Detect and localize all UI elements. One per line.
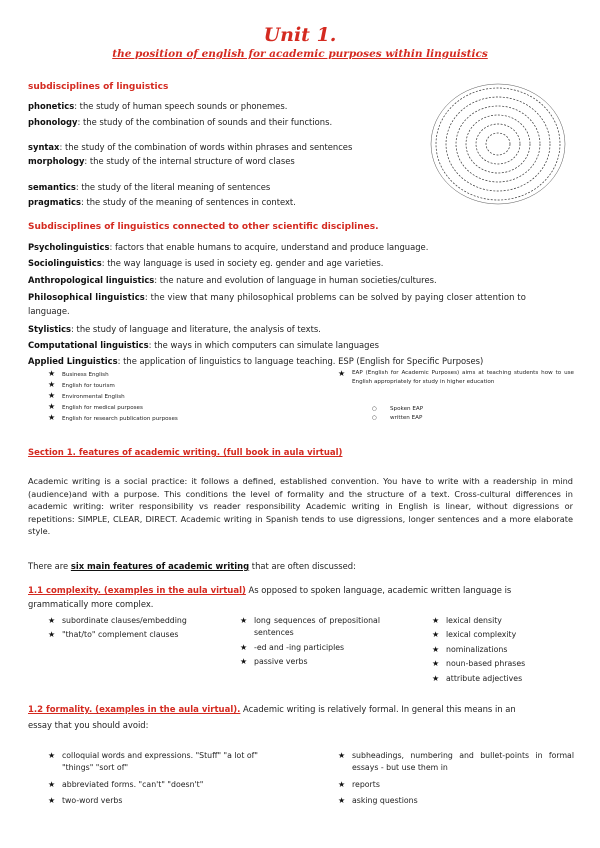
page-subtitle: the position of english for academic purposes within linguistics <box>112 48 488 60</box>
formality-heading: 1.2 formality. (examples in the aula virtual). <box>28 705 241 715</box>
six-features-line: There are six main features of academic writing that are often discussed: <box>28 561 356 571</box>
star-icon: ★ <box>48 630 56 640</box>
list-item: ★ two-word verbs <box>48 795 278 807</box>
list-item: ★ Environmental English <box>48 391 125 400</box>
star-icon: ★ <box>338 796 346 806</box>
star-icon: ★ <box>48 380 56 389</box>
eap-text: EAP (English for Academic Purposes) aims at teaching students how to use English appropriately for study in higher education <box>352 370 574 385</box>
star-icon: ★ <box>240 657 248 667</box>
section1-paragraph: Academic writing is a social practice: it follows a defined, established convention. You have to write with a readership in mind (audience)and with a purpose. This conditions the level of formality and the structure of a text. Cross-cultural differences in academic writing: writer responsibility vs reader responsibility Academic writing in English is linear, without digressions or repetitions: SIMPLE, CLEAR, DIRECT. Academic writing in Spanish tends to use digressions, longer sentences and a more elaborate style. <box>28 476 573 537</box>
definition-line: Psycholinguistics: factors that enable humans to acquire, understand and produce language. <box>28 242 429 252</box>
list-item: ○ written EAP <box>372 415 423 421</box>
list-item: ★ subordinate clauses/embedding <box>48 615 198 627</box>
eap-item <box>338 369 574 387</box>
star-icon: ★ <box>48 413 56 422</box>
definition-line: pragmatics: the study of the meaning of sentences in context. <box>28 197 296 207</box>
list-item: ★ long sequences of prepositional sentences <box>240 615 380 640</box>
star-icon: ★ <box>432 659 440 669</box>
list-item: ★ English for tourism <box>48 380 115 389</box>
list-item: ★ noun-based phrases <box>432 658 572 670</box>
star-icon: ★ <box>240 616 248 625</box>
formality-left-list <box>48 750 278 808</box>
star-icon: ★ <box>432 673 440 683</box>
list-item: ★ nominalizations <box>432 644 572 656</box>
formality-line: 1.2 formality. (examples in the aula virtual). Academic writing is relatively formal. In general this means in an <box>28 704 516 715</box>
list-item: ★ reports <box>338 779 574 791</box>
definition-line: language. <box>28 306 70 316</box>
section1-heading: Section 1. features of academic writing. (full book in aula virtual) <box>28 448 343 458</box>
star-icon: ★ <box>240 642 248 652</box>
complexity-heading: 1.1 complexity. (examples in the aula virtual) <box>28 586 246 596</box>
star-icon: ★ <box>48 751 56 760</box>
star-icon: ★ <box>48 369 56 378</box>
list-item: ★ colloquial words and expressions. "Stuff" "a lot of" "things" "sort of" <box>48 750 278 775</box>
complexity-line: 1.1 complexity. (examples in the aula virtual) As opposed to spoken language, academic written language is <box>28 585 512 596</box>
circle-bullet-icon: ○ <box>372 415 377 421</box>
definition-line: phonetics: the study of human speech sounds or phonemes. <box>28 101 288 111</box>
definition-line: Applied Linguistics: the application of linguistics to language teaching. ESP (English for Specific Purposes) <box>28 356 484 366</box>
star-icon: ★ <box>432 644 440 654</box>
definition-line: morphology: the study of the internal structure of word clases <box>28 156 295 166</box>
list-item: ○ Spoken EAP <box>372 406 424 412</box>
definition-line: Philosophical linguistics: the view that many philosophical problems can be solved by paying closer attention to <box>28 292 526 302</box>
complexity-line-2: grammatically more complex. <box>28 599 154 609</box>
star-icon: ★ <box>338 751 346 760</box>
list-item: ★ English for research publication purposes <box>48 413 178 422</box>
list-item: ★ -ed and -ing participles <box>240 642 380 654</box>
definition-line: phonology: the study of the combination of sounds and their functions. <box>28 117 333 127</box>
star-icon: ★ <box>338 779 346 789</box>
page-title: Unit 1. <box>263 24 337 46</box>
list-item: ★ Business English <box>48 369 109 378</box>
subdisciplines-heading: subdisciplines of linguistics <box>28 82 169 92</box>
star-icon: ★ <box>48 616 56 625</box>
eap-sublist <box>372 405 423 423</box>
star-icon: ★ <box>432 630 440 640</box>
definition-line: semantics: the study of the literal meaning of sentences <box>28 182 271 192</box>
star-icon: ★ <box>48 796 56 806</box>
definition-line: Computational linguistics: the ways in which computers can simulate languages <box>28 340 380 350</box>
definition-line: Sociolinguistics: the way language is used in society eg. gender and age varieties. <box>28 258 384 268</box>
circle-bullet-icon: ○ <box>372 406 377 412</box>
list-item: ★ lexical complexity <box>432 629 572 641</box>
definition-line: Stylistics: the study of language and literature, the analysis of texts. <box>28 324 321 334</box>
star-icon: ★ <box>338 369 346 378</box>
connected-heading: Subdisciplines of linguistics connected to other scientific disciplines. <box>28 222 379 232</box>
formality-right-list <box>338 750 574 808</box>
list-item: ★ passive verbs <box>240 656 380 668</box>
list-item: ★ English for medical purposes <box>48 402 143 411</box>
star-icon: ★ <box>432 616 440 625</box>
list-item: ★ attribute adjectives <box>432 673 572 685</box>
esp-list <box>48 369 178 424</box>
list-item: ★ "that/to" complement clauses <box>48 629 198 641</box>
list-item: ★ lexical density <box>432 615 572 627</box>
definition-line: Anthropological linguistics: the nature and evolution of language in human societies/cultures. <box>28 275 437 285</box>
complexity-col1 <box>48 615 198 642</box>
concentric-circles-diagram <box>428 78 568 208</box>
star-icon: ★ <box>48 391 56 400</box>
definition-line: syntax: the study of the combination of words within phrases and sentences <box>28 142 353 152</box>
list-item: ★ subheadings, numbering and bullet-points in formal essays - but use them in <box>338 750 574 775</box>
complexity-col2 <box>240 615 380 669</box>
star-icon: ★ <box>48 402 56 411</box>
list-item: ★ asking questions <box>338 795 574 807</box>
star-icon: ★ <box>48 779 56 789</box>
complexity-col3 <box>432 615 572 685</box>
list-item: ★ abbreviated forms. "can't" "doesn't" <box>48 779 278 791</box>
formality-line-2: essay that you should avoid: <box>28 720 149 730</box>
